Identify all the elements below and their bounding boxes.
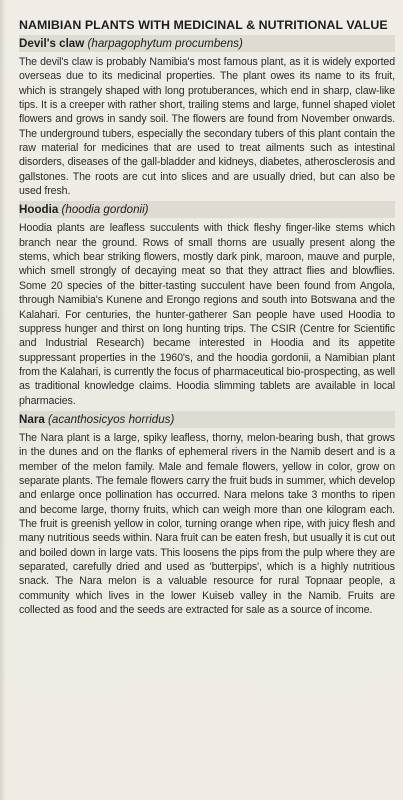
common-name: Devil's claw: [19, 37, 85, 50]
section-heading: [19, 201, 395, 218]
section-heading: [19, 35, 395, 52]
section-heading: [19, 411, 395, 428]
section-nara: [19, 411, 395, 617]
page-title: NAMIBIAN PLANTS WITH MEDICINAL & NUTRITIONAL VALUE: [19, 18, 388, 32]
section-body: Hoodia plants are leafless succulents with thick fleshy finger-like stems which branch near the ground. Rows of small thorns are usually present along the stems, which bear striking flowers, mostly dark pink, maroon, mauve and purple, which smell strongly of decaying meat so that they attract flies and blowflies. Some 20 species of the bitter-tasting succulent have been found from Angola, through Namibia's Kunene and Erongo regions and south into Botswana and the Kalahari. For centuries, the hunter-gatherer San people have used Hoodia to suppress hunger and thirst on long hunting trips. The CSIR (Centre for Scientific and Industrial Research) became interested in Hoodia and its appetite suppressant properties in the 1960's, and the hoodia gordonii, a Namibian plant from the Kalahari, is currently the focus of pharmaceutical bio-prospecting, as well as traditional knowledge claims. Hoodia slimming tablets are available in local pharmacies.: [19, 222, 395, 407]
common-name: Hoodia: [19, 203, 59, 217]
section-body: The Nara plant is a large, spiky leafless, thorny, melon-bearing bush, that grows in the dunes and on the flanks of ephemeral rivers in the Namib desert and is a member of the melon family. Male and female flowers, yellow in color, grow on separate plants. The female flowers carry the fruit buds in summer, which develop and enlarge once pollination has occurred. Nara melons take 3 months to ripen and become large, thorny fruits, which can weigh more than one kilogram each. The fruit is greenish yellow in color, turning orange when ripe, with juicy flesh and many nutritious seeds within. Nara fruit can be eaten fresh, but usually it is cut out and boiled down in large vats. This loosens the pips from the pulp where they are separated, carefully dried and used as 'butterpips', which is a highly nutritious snack. The Nara melon is a valuable resource for rural Topnaar people, a community which lives in the lower Kuiseb valley in the Namib. Fruits are collected as food and the seeds are extracted for sale as a source of income.: [19, 431, 395, 617]
section-body: The devil's claw is probably Namibia's most famous plant, as it is widely exported overseas due to its medicinal properties. The plant owes its name to its fruit, which is strangely shaped with long protuberances, which end in sharp, claw-like tips. It is a creeper with rather short, trailing stems and large, funnel shaped violet flowers and grows in sandy soil. The flowers are found from November onwards. The underground tubers, especially the secondary tubers of this plant contain the raw material for medicines that are used to treat ailments such as intestinal disorders, diseases of the gall-bladder and kidneys, diabetes, atherosclerosis and gallstones. The roots are cut into slices and are usually dried, but can also be used fresh.: [19, 56, 395, 198]
latin-name: (harpagophytum procumbens): [87, 37, 243, 50]
latin-name: (acanthosicyos horridus): [48, 412, 175, 426]
section-hoodia: [19, 201, 395, 407]
common-name: Nara: [19, 412, 45, 426]
latin-name: (hoodia gordonii): [61, 203, 149, 217]
section-devils-claw: [19, 35, 395, 198]
